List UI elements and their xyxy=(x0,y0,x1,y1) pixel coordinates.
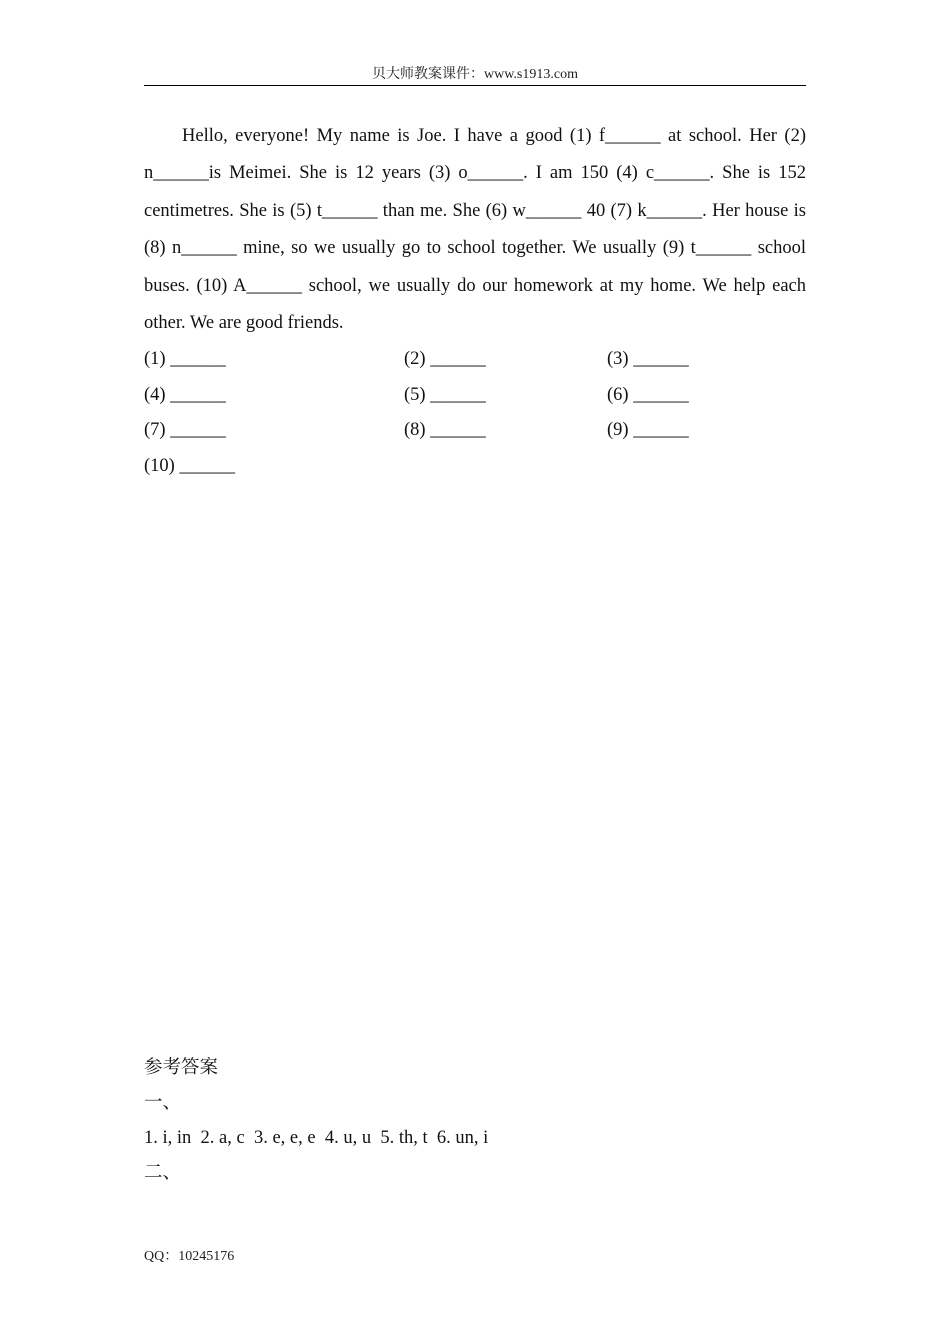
blank-9: (9) ______ xyxy=(607,420,689,440)
blank-row xyxy=(144,342,806,378)
blank-6: (6) ______ xyxy=(607,384,689,405)
answer-key-title: 参考答案 xyxy=(144,1058,219,1078)
blank-8: (8) ______ xyxy=(404,420,486,440)
blank-3: (3) ______ xyxy=(607,349,689,369)
answer-section-1-answers: 1. i, in 2. a, c 3. e, e, e 4. u, u 5. th, t 6. un, i xyxy=(144,1128,489,1148)
blank-4: (4) ______ xyxy=(144,384,226,405)
blank-1: (1) ______ xyxy=(144,349,226,369)
reading-passage: Hello, everyone! My name is Joe. I have a good (1) f______ at school. Her (2) n______is Meimei. She is 12 years (3) o______. I am 150 (4) c______. She is 152 centimetres. She is (5) t______ than me. She (6) w______ 40 (7) k______. Her house is (8) n______ mine, so we usually go to school together. We usually (9) t______ school buses. (10) A______ school, we usually do our homework at my home. We help each other. We are good friends. xyxy=(144,126,806,334)
blank-2: (2) ______ xyxy=(404,349,486,369)
page-footer: QQ：10245176 xyxy=(144,1249,235,1264)
header-divider xyxy=(144,85,806,86)
answer-section-1-heading: 一、 xyxy=(144,1093,182,1113)
blank-row xyxy=(144,449,806,485)
blank-row xyxy=(144,413,806,449)
blank-10: (10) ______ xyxy=(144,455,235,476)
blank-5: (5) ______ xyxy=(404,384,486,405)
answer-key xyxy=(144,1051,806,1191)
blank-row xyxy=(144,378,806,414)
page-header: 贝大师教案课件：www.s1913.com xyxy=(372,67,578,82)
blank-answer-grid xyxy=(144,342,806,484)
answer-section-2-heading: 二、 xyxy=(144,1163,182,1183)
blank-7: (7) ______ xyxy=(144,420,226,440)
